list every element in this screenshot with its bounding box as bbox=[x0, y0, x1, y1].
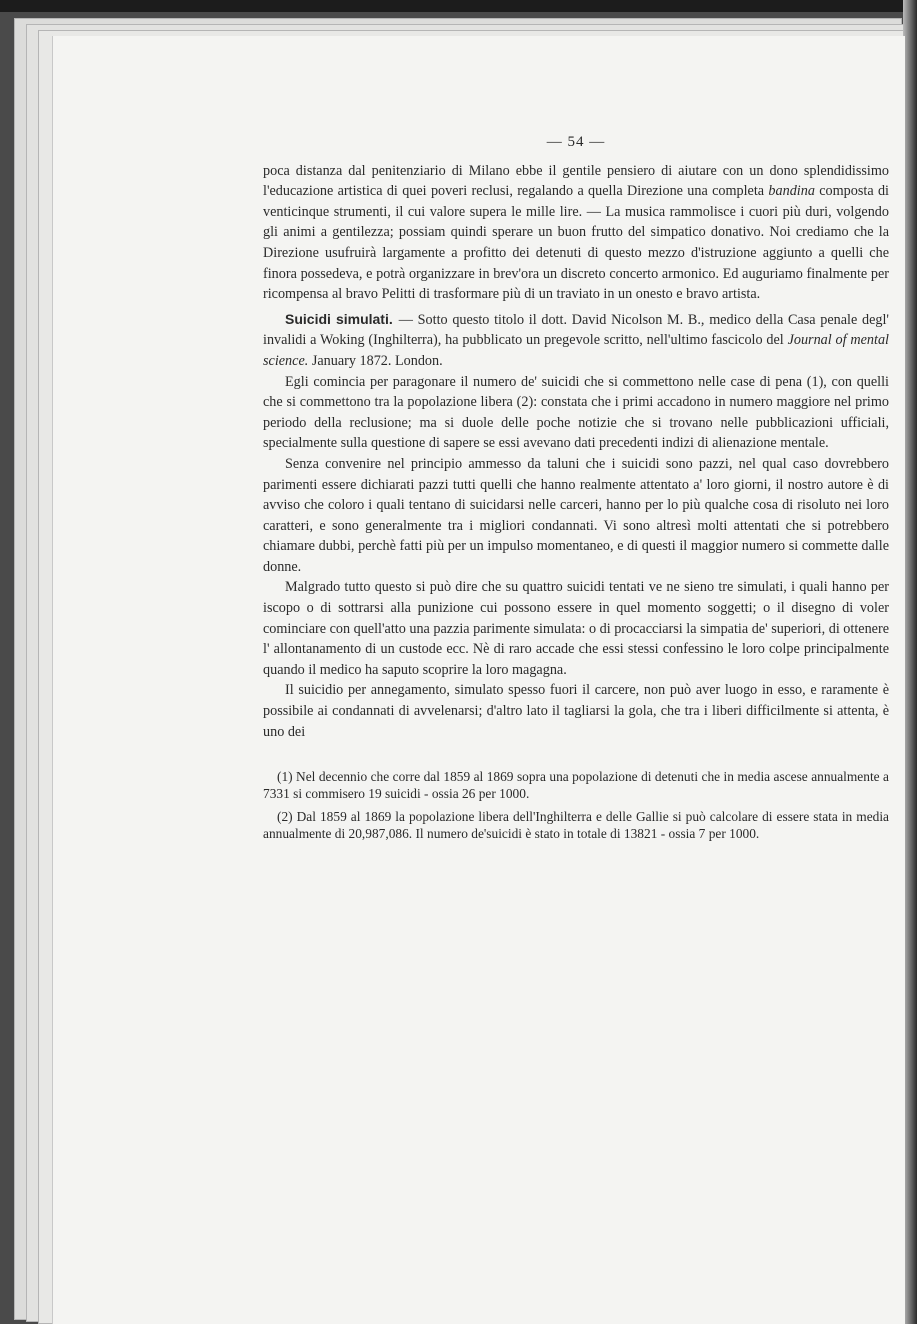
paragraph: Egli comincia per paragonare il numero de' suicidi che si commettono nelle case di pena (1), con quelli che si commettono tra la popolazione libera (2): constata che i primi accadono in numero maggiore nel primo periodo della reclusione; ma si duole delle poche notizie che si trovano nelle pubblicazioni ufficiali, specialmente sulla questione di sapere se essi avevano dati precedenti indizi di alienazione mentale. bbox=[263, 373, 889, 452]
paragraph-text: — Sotto questo titolo il dott. David Nicolson M. B., medico della Casa penale degl' invalidi a Woking (Inghilterra), ha pubblicato un pregevole scritto, nell'ultimo fascicolo del bbox=[263, 311, 889, 349]
paragraph-text: poca distanza dal penitenziario di Milano ebbe il gentile pensiero di aiutare con un dono splendidissimo l'educazione artistica di quei poveri reclusi, regalando a quella Direzione una completa bbox=[263, 162, 889, 200]
page-content bbox=[263, 132, 889, 848]
paragraph: Il suicidio per annegamento, simulato spesso fuori il carcere, non può aver luogo in esso, e raramente è possibile ai condannati di avvelenarsi; d'altro lato il tagliarsi la gola, che tra i liberi difficilmente si attenta, è uno dei bbox=[263, 682, 889, 740]
italic-term: bandina bbox=[768, 183, 815, 200]
paragraph-section bbox=[263, 309, 889, 372]
scan-border-top bbox=[0, 0, 917, 12]
paragraph-continuation bbox=[263, 161, 889, 305]
footnote-1: (1) Nel decennio che corre dal 1859 al 1869 sopra una popolazione di detenuti che in media ascese annualmente a 7331 si commisero 19 suicidi - ossia 26 per 1000. bbox=[263, 769, 889, 802]
scan-border-right bbox=[903, 0, 917, 1324]
footnote-2: (2) Dal 1859 al 1869 la popolazione libera dell'Inghilterra e delle Gallie si può calcolare di essere stata in media annualmente di 20,987,086. Il numero de'suicidi è stato in totale di 13821 - ossia 7 per 1000. bbox=[263, 809, 889, 842]
section-title: Suicidi simulati. bbox=[285, 310, 393, 327]
paragraph-text: January 1872. London. bbox=[308, 352, 443, 369]
book-page bbox=[52, 36, 905, 1324]
paragraph: Malgrado tutto questo si può dire che su quattro suicidi tentati ve ne sieno tre simulati, i quali hanno per iscopo o di sottrarsi alla punizione cui possono essere in quel momento soggetti; o il disegno di voler cominciare con quell'atto una pazzia parimente simulata: o di procacciarsi la simpatia de' superiori, di ottenere l' allontanamento di un custode ecc. Nè di raro accade che essi stessi confessino le loro colpe principalmente quando il medico ha saputo scoprire la loro magagna. bbox=[263, 579, 889, 678]
paragraph: Senza convenire nel principio ammesso da taluni che i suicidi sono pazzi, nel qual caso dovrebbero parimenti essere dichiarati pazzi tutti quelli che hanno realmente attentato a' loro giorni, il nostro autore è di avviso che coloro i quali tentano di suicidarsi nelle carceri, hanno per lo più qualche cosa di risoluto nei loro caratteri, e sono generalmente tra i migliori condannati. Vi sono altresì molti attentati che si potrebbero chiamare dubbi, perchè fatti più per un impulso momentaneo, e di questi il maggior numero si commette dalle donne. bbox=[263, 455, 889, 575]
paragraph-text: composta di venticinque strumenti, il cui valore supera le mille lire. — La musica rammolisce i cuori più duri, volgendo gli animi a gentilezza; possiam quindi sperare un buon frutto del simpatico donativo. Noi crediamo che la Direzione usufruirà largamente a profitto dei detenuti di questo mezzo d'istruzione aggiunto a quelli che finora possedeva, e potrà organizzare in brev'ora un discreto concerto armonico. Ed auguriamo finalmente per ricompensa al bravo Pelitti di trasformare più di un traviato in un onesto e bravo artista. bbox=[263, 183, 889, 303]
page-number: — 54 — bbox=[546, 134, 606, 150]
journal-title: Journal of mental science. bbox=[263, 332, 889, 369]
footnotes bbox=[263, 768, 889, 842]
